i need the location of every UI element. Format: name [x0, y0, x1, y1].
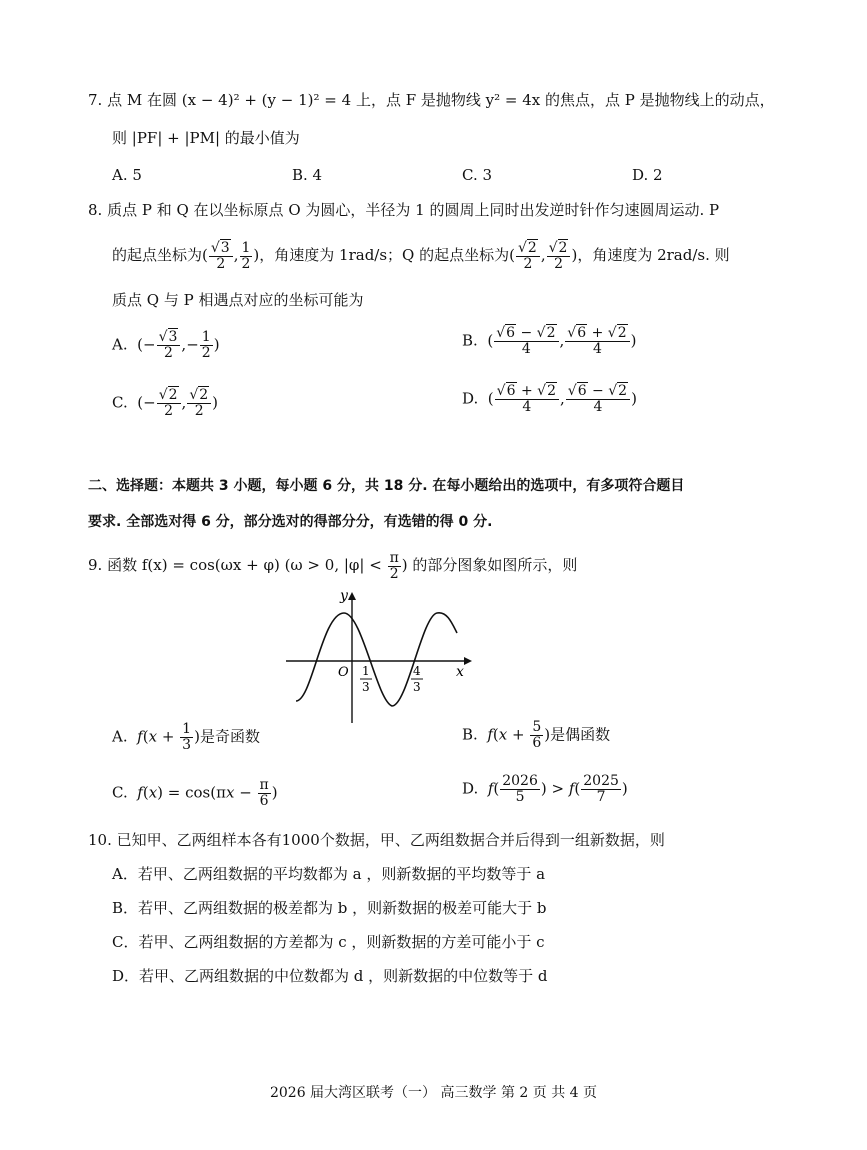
- q7-option-d: D. 2: [632, 166, 663, 184]
- q7-option-a: A. 5: [112, 166, 142, 184]
- q9-label-a: A.: [112, 727, 128, 746]
- fraction: $\frac{√2}{2}$: [547, 241, 571, 272]
- q8-stem-line2: 的起点坐标为( $\frac{√3}{2}$ , $\frac{1}{2}$ )，角速度为 1rad/s；Q 的起点坐标为( $\frac{√2}{2}$ , $\frac{√2}{2}$ )，角速度为 2rad/s. 则: [112, 239, 730, 272]
- section2-line1: 二、选择题：本题共 3 小题，每小题 6 分，共 18 分. 在每小题给出的选项中，有多项符合题目: [88, 478, 685, 494]
- q8-text1: 质点 P 和 Q 在以坐标原点 O 为圆心，半径为 1 的圆周上同时出发逆时针作匀速圆周运动. P: [107, 201, 720, 219]
- page-footer: 2026 届大湾区联考（一） 高三数学 第 2 页 共 4 页: [269, 1085, 598, 1101]
- q9-option-a: A. f(x + $\frac{1}{3}$ )是奇函数: [112, 721, 260, 753]
- q8-label-a: A.: [112, 335, 128, 354]
- q7-option-c: C. 3: [462, 166, 493, 184]
- q9-label-c: C.: [112, 783, 128, 802]
- q8-label-d: D.: [462, 389, 479, 408]
- q8-stem-line1: [88, 200, 719, 220]
- tick-2-denominator: 3: [413, 680, 421, 694]
- q9-stem: [88, 548, 577, 582]
- fraction: $\frac{√2}{2}$: [516, 241, 540, 272]
- q8-option-b: B. ( $\frac{√6 - √2}{4}$ , $\frac{√6 + √2}{4}$ ): [462, 325, 637, 357]
- q9-option-a-text: 是奇函数: [199, 727, 260, 746]
- q9-option-b-text: 是偶函数: [550, 725, 611, 744]
- q9-label-b: B.: [462, 725, 478, 744]
- q7-text2: 则 |PF| + |PM| 的最小值为: [112, 129, 300, 147]
- fraction: $\frac{\pi}{2}$: [389, 549, 399, 582]
- origin-label: O: [338, 665, 349, 680]
- q9-label-d: D.: [462, 779, 479, 798]
- q9-number: 9.: [88, 556, 103, 574]
- q8-text2a: 的起点坐标为: [112, 246, 203, 264]
- q10-option-a: A．若甲、乙两组数据的平均数都为 a ，则新数据的平均数等于 a: [112, 865, 546, 883]
- q9-option-b: B. f(x + $\frac{5}{6}$ )是偶函数: [462, 719, 611, 751]
- q8-label-b: B.: [462, 331, 478, 350]
- q10-number: 10.: [88, 831, 112, 849]
- y-axis-arrow: [348, 592, 356, 600]
- q8-number: 8.: [88, 201, 103, 219]
- y-axis-label: y: [340, 588, 348, 604]
- q10-stem: 已知甲、乙两组样本各有1000个数据，甲、乙两组数据合并后得到一组新数据，则: [116, 831, 665, 849]
- q10-stem-line: [88, 830, 665, 850]
- q9-option-d: D. f( $\frac{2026}{5}$ ) > f( $\frac{2025}{7}$ ): [462, 773, 628, 805]
- q8-label-c: C.: [112, 393, 128, 412]
- tick-1-denominator: 3: [362, 680, 370, 694]
- q8-option-a: A. (− $\frac{√3}{2}$ ,− $\frac{1}{2}$ ): [112, 329, 220, 361]
- q8-text2b: ，角速度为 1rad/s；Q 的起点坐标为: [259, 246, 510, 264]
- tick-1-numerator: 1: [362, 664, 370, 678]
- tick-2-numerator: 4: [413, 664, 421, 678]
- q9-text-a: 函数 f(x) = cos(ωx + φ) (ω > 0, |φ| <: [107, 556, 382, 574]
- q8-option-d: D. ( $\frac{√6 + √2}{4}$ , $\frac{√6 - √2}{4}$ ): [462, 383, 637, 415]
- q8-text2c: ，角速度为 2rad/s. 则: [577, 246, 730, 264]
- q7-text1: 点 M 在圆 (x − 4)² + (y − 1)² = 4 上，点 F 是抛物线 y² = 4x 的焦点，点 P 是抛物线上的动点，: [107, 91, 775, 109]
- q10-option-d: D．若甲、乙两组数据的中位数都为 d ，则新数据的中位数等于 d: [112, 967, 548, 985]
- q7-number: 7.: [88, 91, 103, 109]
- x-axis-label: x: [456, 664, 464, 680]
- q9-cosine-graph: [282, 588, 482, 728]
- section2-line2: 要求. 全部选对得 6 分，部分选对的得部分分，有选错的得 0 分.: [88, 514, 493, 530]
- q10-option-b: B．若甲、乙两组数据的极差都为 b ，则新数据的极差可能大于 b: [112, 899, 547, 917]
- q10-option-c: C．若甲、乙两组数据的方差都为 c ，则新数据的方差可能小于 c: [112, 933, 545, 951]
- q8-text3: 质点 Q 与 P 相遇点对应的坐标可能为: [112, 291, 364, 309]
- q8-option-c: C. (− $\frac{√2}{2}$ , $\frac{√2}{2}$ ): [112, 387, 219, 419]
- q7-stem-line1: [88, 90, 775, 110]
- q7-option-b: B. 4: [292, 166, 323, 184]
- q9-option-c: C. f(x) = cos(πx − $\frac{\pi}{6}$ ): [112, 777, 278, 809]
- x-axis-arrow: [464, 657, 472, 665]
- cosine-curve: [296, 613, 457, 706]
- fraction: $\frac{1}{2}$: [241, 239, 251, 272]
- fraction: $\frac{√3}{2}$: [209, 241, 233, 272]
- q9-text-b: ) 的部分图象如图所示，则: [401, 556, 578, 574]
